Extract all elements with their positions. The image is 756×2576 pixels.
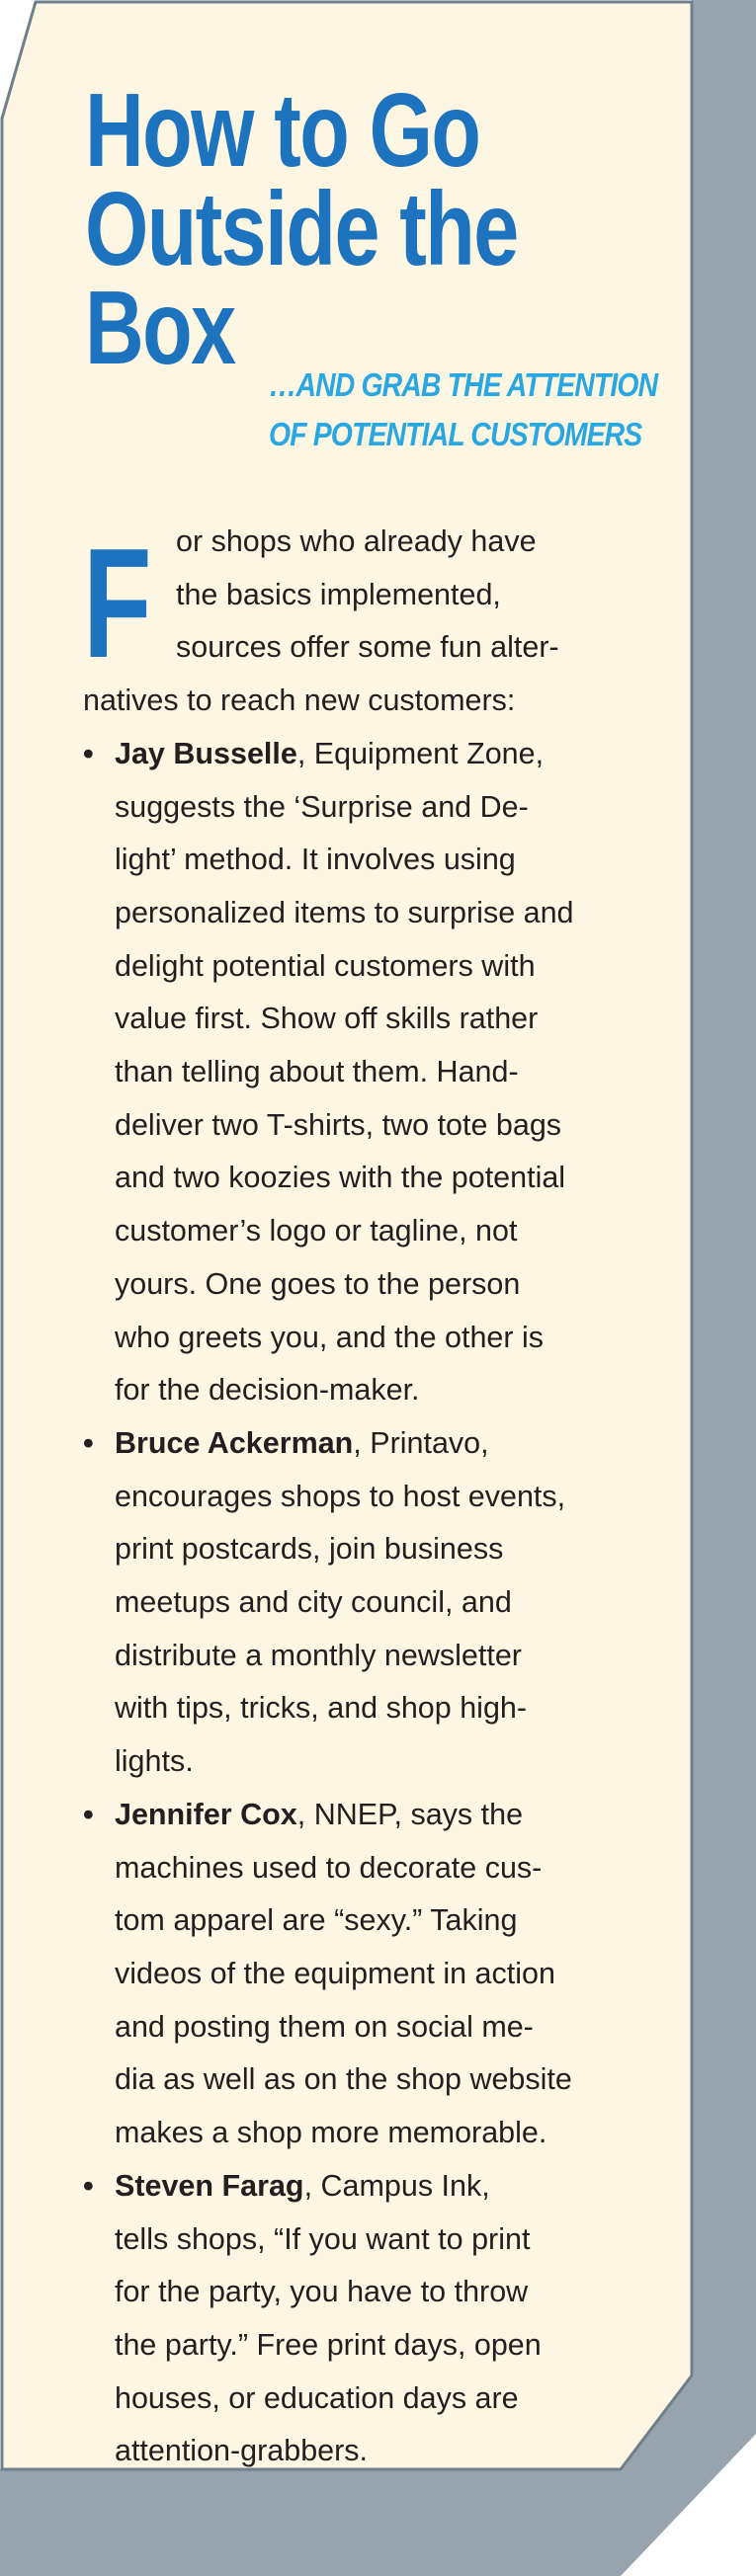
bullet-line: for the party, you have to throw bbox=[115, 2275, 529, 2309]
bullet-list bbox=[83, 728, 617, 2478]
bullet-first-line bbox=[115, 2160, 617, 2214]
source-name: Bruce Ackerman bbox=[115, 1425, 354, 1460]
bullet-line: delight potential customers with bbox=[115, 948, 536, 983]
subheadline bbox=[269, 361, 657, 459]
headline-line: How to Go bbox=[85, 72, 480, 189]
bullet-line: yours. One goes to the person bbox=[115, 1266, 521, 1301]
source-name: Jennifer Cox bbox=[115, 1797, 297, 1831]
headline-line: Outside the bbox=[85, 171, 518, 287]
list-item bbox=[83, 2160, 617, 2478]
bullet-icon: • bbox=[83, 2168, 94, 2203]
bullet-line: tom apparel are “sexy.” Taking bbox=[115, 1903, 518, 1938]
bullet-line: the party.” Free print days, open bbox=[115, 2327, 542, 2362]
bullet-icon: • bbox=[83, 736, 94, 770]
subheadline-line: …AND GRAB THE ATTENTION bbox=[269, 366, 658, 403]
bullet-line: for the decision-maker. bbox=[115, 1373, 420, 1408]
bullet-line: machines used to decorate cus- bbox=[115, 1850, 543, 1885]
bullet-line: suggests the ‘Surprise and De- bbox=[115, 789, 529, 824]
subheadline-line: OF POTENTIAL CUSTOMERS bbox=[269, 416, 642, 452]
bullet-line: attention-grabbers. bbox=[115, 2434, 369, 2468]
bullet-line: houses, or education days are bbox=[115, 2380, 519, 2415]
bullet-line: print postcards, join business bbox=[115, 1532, 504, 1567]
bullet-line: with tips, tricks, and shop high- bbox=[115, 1691, 528, 1726]
list-item bbox=[83, 1789, 617, 2160]
bullet-line: tells shops, “If you want to print bbox=[115, 2221, 531, 2256]
intro-line: or shops who already have bbox=[176, 524, 537, 558]
intro-line: the basics implemented, bbox=[176, 577, 501, 611]
drop-cap: F bbox=[83, 517, 152, 690]
bullet-line: value first. Show off skills rather bbox=[115, 1002, 539, 1036]
bullet-first-line bbox=[115, 1789, 617, 1842]
bullet-line: , Campus Ink, bbox=[303, 2168, 490, 2203]
bullet-line: distribute a monthly newsletter bbox=[115, 1638, 522, 1672]
intro-paragraph bbox=[83, 516, 617, 728]
bullet-line: dia as well as on the shop website bbox=[115, 2062, 572, 2097]
bullet-line: personalized items to surprise and bbox=[115, 895, 574, 929]
bullet-first-line bbox=[115, 1417, 617, 1471]
headline bbox=[85, 72, 563, 386]
source-name: Steven Farag bbox=[115, 2168, 304, 2203]
bullet-line: lights. bbox=[115, 1744, 194, 1779]
bullet-line: , Equipment Zone, bbox=[296, 736, 545, 770]
bullet-line: , NNEP, says the bbox=[296, 1797, 524, 1831]
intro-line: natives to reach new customers: bbox=[83, 684, 516, 718]
bullet-line: , Printavo, bbox=[353, 1425, 489, 1460]
list-item bbox=[83, 728, 617, 1417]
intro-line: sources offer some fun alter- bbox=[176, 630, 559, 665]
bullet-line: makes a shop more memorable. bbox=[115, 2116, 547, 2150]
bullet-line: light’ method. It involves using bbox=[115, 843, 516, 877]
bullet-line: meetups and city council, and bbox=[115, 1585, 512, 1620]
headline-line: Box bbox=[85, 270, 235, 386]
bullet-line: videos of the equipment in action bbox=[115, 1956, 555, 1990]
bullet-line: encourages shops to host events, bbox=[115, 1479, 566, 1513]
bullet-icon: • bbox=[83, 1425, 94, 1460]
bullet-first-line bbox=[115, 728, 617, 781]
source-name: Jay Busselle bbox=[115, 736, 297, 770]
bullet-line: than telling about them. Hand- bbox=[115, 1055, 519, 1089]
article-body bbox=[83, 516, 617, 2478]
bullet-line: deliver two T-shirts, two tote bags bbox=[115, 1107, 562, 1142]
bullet-line: customer’s logo or tagline, not bbox=[115, 1214, 518, 1248]
bullet-line: who greets you, and the other is bbox=[115, 1320, 545, 1354]
bullet-icon: • bbox=[83, 1797, 94, 1831]
bullet-line: and posting them on social me- bbox=[115, 2009, 534, 2044]
bullet-line: and two koozies with the potential bbox=[115, 1161, 566, 1195]
list-item bbox=[83, 1417, 617, 1789]
